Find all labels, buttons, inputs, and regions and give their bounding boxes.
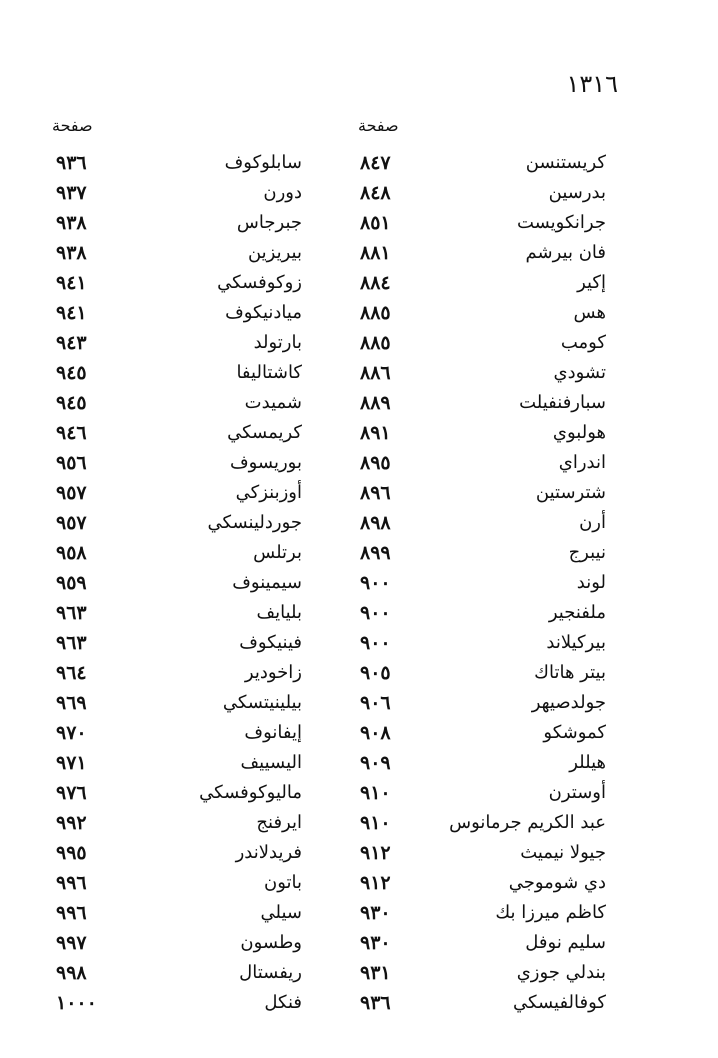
- right-name: بيركيلاند: [546, 632, 606, 653]
- right-page-number: ٩٣٠: [360, 902, 391, 924]
- right-page-number: ٩١٠: [360, 782, 391, 804]
- left-page-number: ٩٤١: [56, 302, 87, 324]
- right-name: كوفالفيسكي: [513, 992, 606, 1013]
- right-name: هس: [573, 302, 606, 323]
- right-name: لوند: [576, 572, 606, 593]
- right-page-number: ٩٣٦: [360, 992, 391, 1014]
- index-row: [0, 688, 718, 718]
- index-row: [0, 658, 718, 688]
- index-row: [0, 778, 718, 808]
- left-page-number: ٩٣٦: [56, 152, 87, 174]
- left-name: سابلوكوف: [224, 152, 302, 173]
- left-name: اليسييف: [240, 752, 302, 773]
- right-name: سبارفنفيلت: [519, 392, 606, 413]
- right-name: بدرسين: [548, 182, 606, 203]
- left-page-number: ١٠٠٠: [56, 992, 97, 1014]
- left-name: زوكوفسكي: [217, 272, 302, 293]
- right-page-number: ٨٩١: [360, 422, 391, 444]
- right-name: إكير: [577, 272, 606, 293]
- index-row: [0, 328, 718, 358]
- index-row: [0, 628, 718, 658]
- right-page-number: ٨٨٤: [360, 272, 391, 294]
- left-page-number: ٩٧١: [56, 752, 87, 774]
- right-name: دي شوموجي: [508, 872, 606, 893]
- left-name: ايرفنج: [256, 812, 302, 833]
- left-name: بيريزين: [247, 242, 302, 263]
- right-page-number: ٩٠٠: [360, 572, 391, 594]
- index-row: [0, 178, 718, 208]
- left-page-number: ٩٣٨: [56, 212, 87, 234]
- left-page-number: ٩٦٣: [56, 632, 87, 654]
- right-name: ملفنجير: [548, 602, 606, 623]
- left-name: كاشتاليفا: [236, 362, 302, 383]
- left-name: دورن: [263, 182, 302, 203]
- left-name: ميادنيكوف: [225, 302, 302, 323]
- left-page-number: ٩٦٩: [56, 692, 87, 714]
- left-name: فينيكوف: [239, 632, 302, 653]
- index-row: [0, 718, 718, 748]
- index-row: [0, 358, 718, 388]
- left-page-number: ٩٧٦: [56, 782, 87, 804]
- right-name: فان بيرشم: [525, 242, 606, 263]
- index-table: [0, 148, 718, 1018]
- index-row: [0, 208, 718, 238]
- left-page-number: ٩٤٣: [56, 332, 87, 354]
- right-page-number: ٩٠٠: [360, 632, 391, 654]
- right-page-number: ٨٤٧: [360, 152, 391, 174]
- right-name: بندلي جوزي: [516, 962, 606, 983]
- right-page-number: ٨٩٨: [360, 512, 391, 534]
- left-page-number: ٩٥٦: [56, 452, 87, 474]
- index-row: [0, 598, 718, 628]
- right-page-number: ٩١٢: [360, 872, 391, 894]
- index-row: [0, 538, 718, 568]
- right-page-number: ٨٥١: [360, 212, 391, 234]
- right-name: تشودي: [553, 362, 606, 383]
- right-name: أرن: [579, 512, 606, 533]
- index-row: [0, 508, 718, 538]
- left-page-number: ٩٧٠: [56, 722, 87, 744]
- left-page-number: ٩٩٥: [56, 842, 87, 864]
- index-row: [0, 388, 718, 418]
- right-name: كموشكو: [543, 722, 606, 743]
- right-name: عبد الكريم جرمانوس: [449, 812, 606, 833]
- left-name: وطسون: [240, 932, 302, 953]
- right-name: كومب: [560, 332, 606, 353]
- left-name: ماليوكوفسكي: [199, 782, 302, 803]
- right-name: جولدصيهر: [531, 692, 606, 713]
- index-row: [0, 958, 718, 988]
- right-name: جرانكويست: [516, 212, 606, 233]
- left-page-number: ٩٤٥: [56, 392, 87, 414]
- index-row: [0, 928, 718, 958]
- right-name: كريستنسن: [525, 152, 606, 173]
- right-page-number: ٩١٢: [360, 842, 391, 864]
- left-name: سيلي: [260, 902, 302, 923]
- column-header-left: صفحة: [52, 116, 93, 135]
- right-name: هولبوي: [552, 422, 606, 443]
- index-row: [0, 418, 718, 448]
- right-page-number: ٩٠٨: [360, 722, 391, 744]
- left-page-number: ٩٣٧: [56, 182, 87, 204]
- left-page-number: ٩٥٧: [56, 512, 87, 534]
- left-page-number: ٩٤٥: [56, 362, 87, 384]
- left-name: إيفانوف: [244, 722, 302, 743]
- left-page-number: ٩٦٤: [56, 662, 87, 684]
- left-page-number: ٩٤٦: [56, 422, 87, 444]
- left-page-number: ٩٩٧: [56, 932, 87, 954]
- left-name: زاخودير: [244, 662, 302, 683]
- right-page-number: ٨٨٥: [360, 302, 391, 324]
- left-name: كريمسكي: [227, 422, 302, 443]
- left-page-number: ٩٦٣: [56, 602, 87, 624]
- right-page-number: ٨٤٨: [360, 182, 391, 204]
- left-name: جبرجاس: [236, 212, 302, 233]
- left-name: شميدت: [244, 392, 302, 413]
- right-page-number: ٩٠٥: [360, 662, 391, 684]
- right-page-number: ٨٨١: [360, 242, 391, 264]
- left-page-number: ٩٣٨: [56, 242, 87, 264]
- left-page-number: ٩٩٦: [56, 902, 87, 924]
- left-name: ريفستال: [239, 962, 302, 983]
- right-name: هيللر: [569, 752, 606, 773]
- index-row: [0, 148, 718, 178]
- right-name: أوسترن: [548, 782, 606, 803]
- index-row: [0, 268, 718, 298]
- right-name: نيبرج: [568, 542, 606, 563]
- column-header-right: صفحة: [358, 116, 399, 135]
- left-page-number: ٩٩٢: [56, 812, 87, 834]
- index-row: [0, 898, 718, 928]
- index-row: [0, 868, 718, 898]
- index-row: [0, 298, 718, 328]
- left-name: باتون: [263, 872, 302, 893]
- index-row: [0, 988, 718, 1018]
- right-page-number: ٨٨٩: [360, 392, 391, 414]
- right-name: اندراي: [558, 452, 606, 473]
- left-name: بليايف: [256, 602, 302, 623]
- page-number: ١٣١٦: [566, 70, 618, 98]
- left-name: بارتولد: [253, 332, 302, 353]
- index-row: [0, 808, 718, 838]
- left-name: بوريسوف: [229, 452, 302, 473]
- left-name: فريدلاندر: [235, 842, 302, 863]
- index-row: [0, 448, 718, 478]
- right-page-number: ٩٠٦: [360, 692, 391, 714]
- left-page-number: ٩٥٧: [56, 482, 87, 504]
- right-page-number: ٩٠٠: [360, 602, 391, 624]
- right-name: شترستين: [535, 482, 606, 503]
- right-page-number: ٩٣١: [360, 962, 391, 984]
- right-name: جيولا نيميث: [520, 842, 606, 863]
- right-page-number: ٨٩٩: [360, 542, 391, 564]
- right-name: سليم نوفل: [525, 932, 606, 953]
- right-name: كاظم ميرزا بك: [495, 902, 606, 923]
- left-name: برتلس: [253, 542, 302, 563]
- index-row: [0, 238, 718, 268]
- left-name: أوزبنزكي: [235, 482, 302, 503]
- right-page-number: ٨٨٦: [360, 362, 391, 384]
- right-page-number: ٩١٠: [360, 812, 391, 834]
- right-page-number: ٨٩٦: [360, 482, 391, 504]
- index-row: [0, 568, 718, 598]
- left-page-number: ٩٤١: [56, 272, 87, 294]
- left-page-number: ٩٥٨: [56, 542, 87, 564]
- index-row: [0, 838, 718, 868]
- right-page-number: ٨٩٥: [360, 452, 391, 474]
- right-page-number: ٩٣٠: [360, 932, 391, 954]
- right-page-number: ٨٨٥: [360, 332, 391, 354]
- left-page-number: ٩٥٩: [56, 572, 87, 594]
- right-page-number: ٩٠٩: [360, 752, 391, 774]
- left-name: فنكل: [264, 992, 302, 1013]
- left-page-number: ٩٩٨: [56, 962, 87, 984]
- index-row: [0, 478, 718, 508]
- left-page-number: ٩٩٦: [56, 872, 87, 894]
- left-name: جوردلينسكي: [207, 512, 302, 533]
- left-name: بيلينيتسكي: [222, 692, 302, 713]
- left-name: سيمينوف: [232, 572, 302, 593]
- index-row: [0, 748, 718, 778]
- right-name: بيتر هاتاك: [534, 662, 606, 683]
